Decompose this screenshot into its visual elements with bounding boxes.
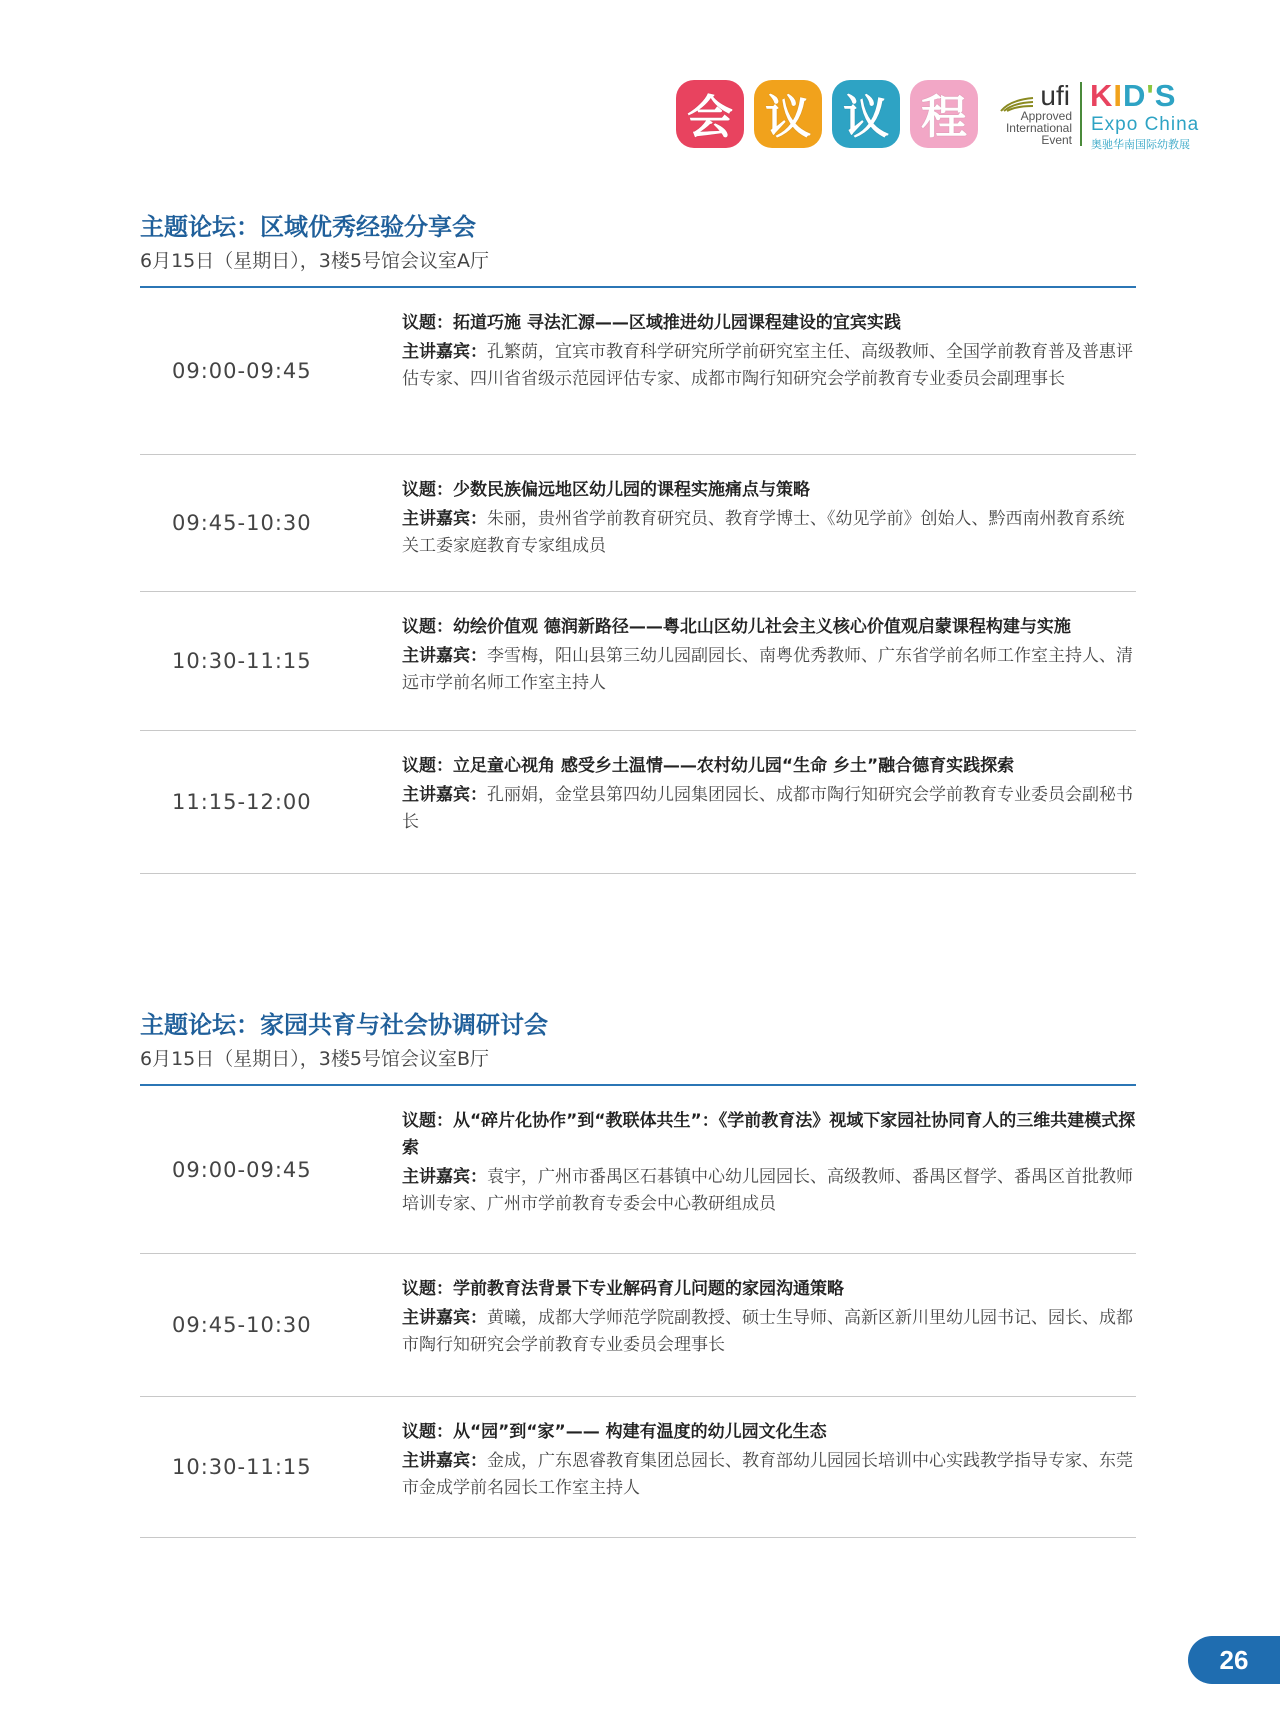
speaker-label: 主讲嘉宾： — [402, 1167, 487, 1187]
ufi-international: International — [1005, 121, 1072, 135]
agenda-title — [676, 80, 978, 148]
agenda-row — [140, 1086, 1136, 1254]
page-header — [676, 78, 1202, 150]
kids-chinese-name: 奥驰华南国际幼教展 — [1091, 139, 1190, 151]
title-tile: 程 — [910, 80, 978, 148]
speaker-bio: 孔繁荫，宜宾市教育科学研究所学前研究室主任、高级教师、全国学前教育普及普惠评估专家、四川省省级示范园评估专家、成都市陶行知研究会学前教育专业委员会副理事长 — [402, 342, 1133, 389]
session-detail — [402, 288, 1136, 415]
agenda-row — [140, 288, 1136, 455]
agenda-row — [140, 731, 1136, 874]
session-topic: 议题：学前教育法背景下专业解码育儿问题的家园沟通策略 — [402, 1279, 844, 1299]
session-time: 09:45-10:30 — [172, 511, 312, 535]
session-detail — [402, 731, 1136, 858]
speaker-bio: 袁宇，广州市番禺区石碁镇中心幼儿园园长、高级教师、番禺区督学、番禺区首批教师培训专家、广州市学前教育专委会中心教研组成员 — [402, 1167, 1133, 1214]
speaker-bio: 金成，广东恩睿教育集团总园长、教育部幼儿园园长培训中心实践教学指导专家、东莞市金成学前名园长工作室主持人 — [402, 1451, 1133, 1498]
ufi-event: Event — [1041, 133, 1072, 147]
kids-expo-logo — [1090, 78, 1202, 150]
kids-letter: D — [1123, 78, 1147, 113]
ufi-logo — [994, 78, 1074, 150]
agenda-row — [140, 1254, 1136, 1397]
session-speaker — [402, 643, 1136, 697]
title-tile: 议 — [832, 80, 900, 148]
session-detail — [402, 455, 1136, 582]
session-topic: 议题：幼绘价值观 德润新路径——粤北山区幼儿社会主义核心价值观启蒙课程构建与实施 — [402, 617, 1071, 637]
session-topic: 议题：少数民族偏远地区幼儿园的课程实施痛点与策略 — [402, 480, 810, 500]
speaker-label: 主讲嘉宾： — [402, 1308, 487, 1328]
agenda-row — [140, 592, 1136, 731]
speaker-label: 主讲嘉宾： — [402, 509, 487, 529]
session-speaker — [402, 1164, 1136, 1218]
kids-letter: S — [1154, 78, 1177, 113]
session-detail — [402, 1254, 1136, 1381]
section-title: 主题论坛：家园共育与社会协调研讨会 — [140, 1011, 548, 1039]
kids-expo-text: Expo China — [1091, 114, 1200, 135]
session-time: 10:30-11:15 — [172, 1455, 312, 1479]
section-subtitle: 6月15日（星期日），3楼5号馆会议室A厅 — [140, 250, 489, 272]
session-topic: 议题：拓道巧施 寻法汇源——区域推进幼儿园课程建设的宜宾实践 — [402, 313, 901, 333]
session-topic: 议题：从“园”到“家”—— 构建有温度的幼儿园文化生态 — [402, 1422, 827, 1442]
forum-section-a — [140, 210, 1136, 874]
speaker-bio: 黄曦，成都大学师范学院副教授、硕士生导师、高新区新川里幼儿园书记、园长、成都市陶行知研究会学前教育专业委员会理事长 — [402, 1308, 1133, 1355]
ufi-wordmark: ufi — [1040, 80, 1070, 111]
ufi-approved: Approved — [1020, 109, 1072, 123]
session-time: 09:45-10:30 — [172, 1313, 312, 1337]
session-speaker — [402, 339, 1136, 393]
speaker-label: 主讲嘉宾： — [402, 785, 487, 805]
agenda-row — [140, 1397, 1136, 1538]
session-detail — [402, 1086, 1136, 1240]
page-number: 26 — [1188, 1636, 1280, 1684]
speaker-label: 主讲嘉宾： — [402, 342, 487, 362]
session-time: 11:15-12:00 — [172, 790, 312, 814]
session-speaker — [402, 506, 1136, 560]
logo-divider — [1080, 82, 1082, 146]
session-speaker — [402, 1305, 1136, 1359]
session-time: 10:30-11:15 — [172, 649, 312, 673]
session-topic: 议题：从“碎片化协作”到“教联体共生”：《学前教育法》视域下家园社协同育人的三维共建模式探索 — [402, 1111, 1136, 1158]
session-speaker — [402, 1448, 1136, 1502]
session-time: 09:00-09:45 — [172, 1157, 312, 1182]
kids-letter: ' — [1146, 78, 1155, 113]
speaker-bio: 孔丽娟，金堂县第四幼儿园集团园长、成都市陶行知研究会学前教育专业委员会副秘书长 — [402, 785, 1133, 832]
speaker-label: 主讲嘉宾： — [402, 1451, 487, 1471]
session-speaker — [402, 782, 1136, 836]
section-title: 主题论坛：区域优秀经验分享会 — [140, 213, 476, 241]
section-subtitle: 6月15日（星期日），3楼5号馆会议室B厅 — [140, 1048, 489, 1070]
kids-letter: I — [1113, 78, 1124, 113]
title-tile: 议 — [754, 80, 822, 148]
session-detail — [402, 1397, 1136, 1524]
forum-section-b — [140, 1008, 1136, 1538]
kids-wordmark — [1090, 78, 1176, 114]
agenda-row — [140, 455, 1136, 592]
speaker-bio: 李雪梅，阳山县第三幼儿园副园长、南粤优秀教师、广东省学前名师工作室主持人、清远市学前名师工作室主持人 — [402, 646, 1133, 693]
speaker-bio: 朱丽，贵州省学前教育研究员、教育学博士、《幼见学前》创始人、黔西南州教育系统关工委家庭教育专家组成员 — [402, 509, 1125, 556]
kids-letter: K — [1090, 78, 1114, 113]
title-tile: 会 — [676, 80, 744, 148]
session-time: 09:00-09:45 — [172, 359, 312, 383]
session-detail — [402, 592, 1136, 719]
speaker-label: 主讲嘉宾： — [402, 646, 487, 666]
session-topic: 议题：立足童心视角 感受乡土温情——农村幼儿园“生命 乡土”融合德育实践探索 — [402, 756, 1015, 776]
